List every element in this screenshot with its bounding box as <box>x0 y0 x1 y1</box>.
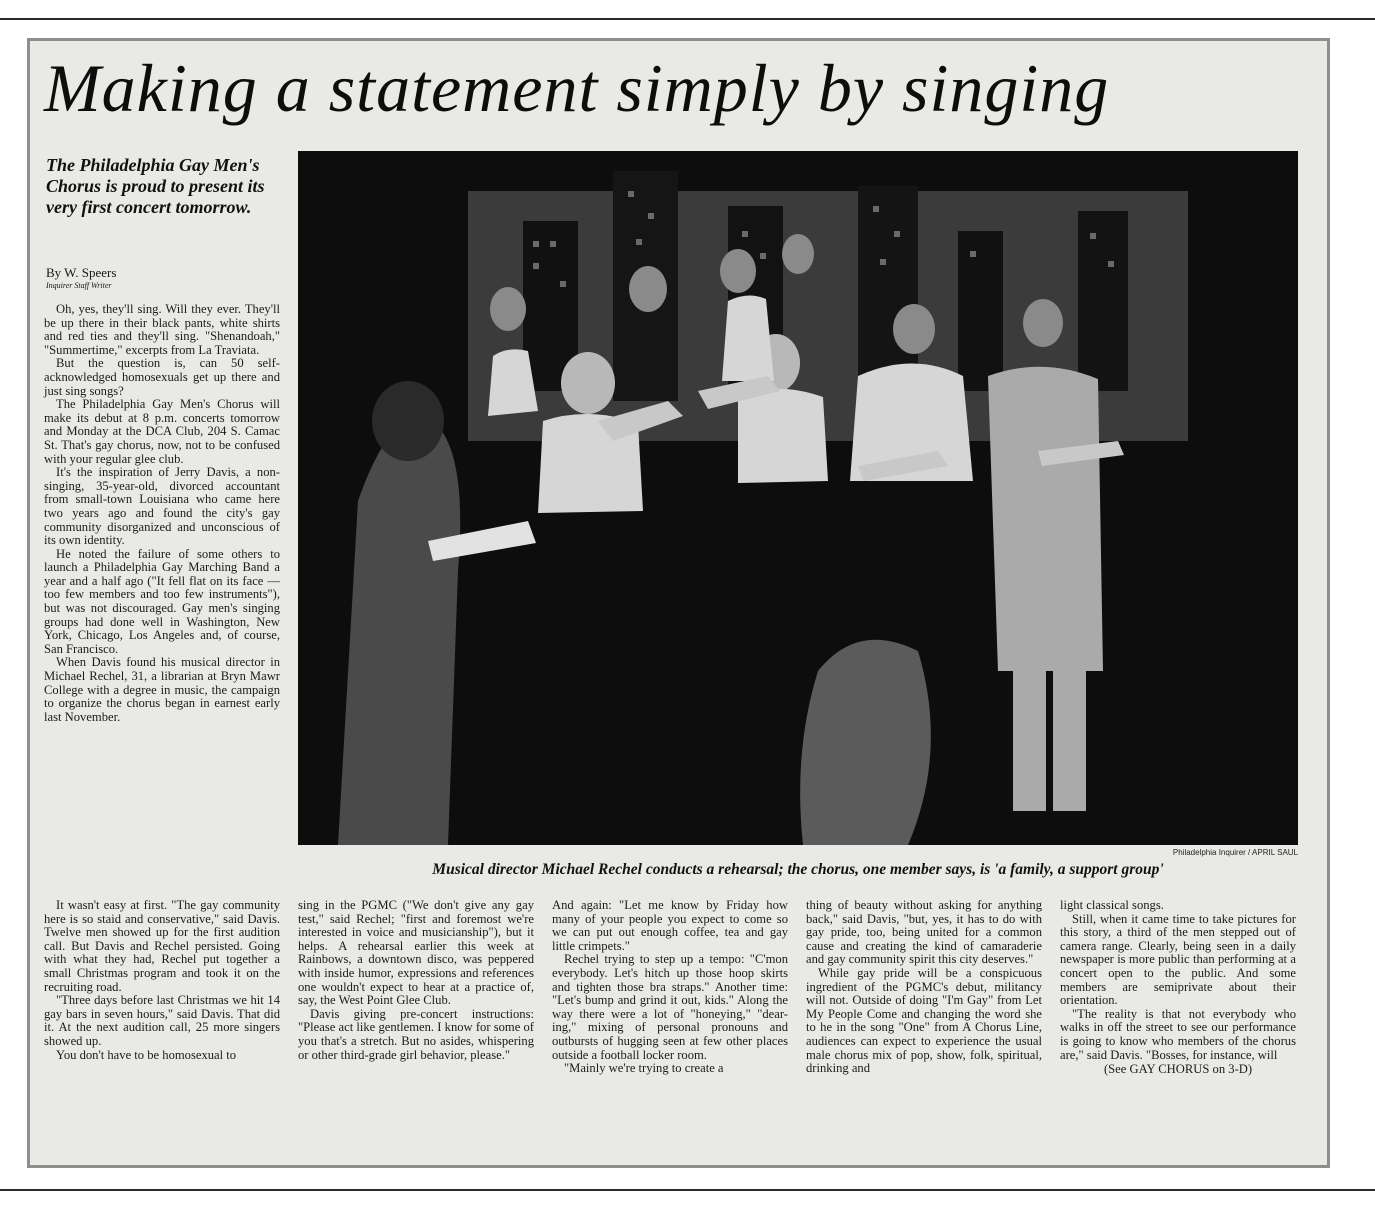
paragraph: "The reality is that not everybody who walks in off the street to see our performance is going to know who members of the chorus are," said Davis. "Bosses, for instance, will <box>1060 1006 1296 1062</box>
article-column-5 <box>1060 899 1296 1077</box>
paragraph: sing in the PGMC ("We don't give any gay test," said Rechel; "first and foremost we're interested in voice and musicianship"), but it helps. A rehearsal earlier this week at Rainbows, a downtown disco, was peppered with inside humor, expressions and references one wouldn't expect to hear at a practice of, say, the West Point Glee Club. <box>298 898 534 1008</box>
paragraph: light classical songs. <box>1060 898 1164 912</box>
byline-author: By W. Speers <box>46 265 117 280</box>
paragraph: Davis giving pre-concert instructions: "Please act like gentlemen. I know for some of you that's a stretch. But no asides, whispering or other third-grade girl behavior, please." <box>298 1006 534 1062</box>
newspaper-clipping <box>27 38 1330 1168</box>
paragraph: Rechel trying to step up a tempo: "C'mon everybody. Let's hitch up those hoop skirts and tighten those bra straps." Another time: "Let's bump and grind it out, kids." Along the way there were a lot of "honeying," "dear-ing," mixing of personal pronouns and outbursts of hugging seen at few other places outside a football locker room. <box>552 952 788 1062</box>
paragraph: "Three days before last Christmas we hit 14 gay bars in seven hours," said Davis. That did it. At the next audition call, 25 more singers showed up. <box>44 993 280 1048</box>
photo-caption: Musical director Michael Rechel conducts a rehearsal; the chorus, one member says, is 'a family, a support group' <box>432 861 1164 878</box>
headline: Making a statement simply by singing <box>44 50 1110 126</box>
paragraph: thing of beauty without asking for anything back," said Davis, "but, yes, it has to do with gay pride, too, being united for a common cause and creating the kind of camaraderie and gay community spirit this city deserves." <box>806 898 1042 967</box>
photo-credit: Philadelphia Inquirer / APRIL SAUL <box>1172 848 1298 857</box>
byline-role: Inquirer Staff Writer <box>46 281 112 290</box>
continuation-note: (See GAY CHORUS on 3-D) <box>1103 1062 1253 1077</box>
paragraph: And again: "Let me know by Friday how many of your people you expect to come so we can put out enough coffee, tea and gay little crimpets." <box>552 898 788 953</box>
top-rule <box>0 18 1375 20</box>
paragraph: He noted the failure of some others to launch a Philadelphia Gay Marching Band a year and a half ago ("It fell flat on its face — too few members and too few instruments"), but was not discouraged. Gay men's singing groups had done well in Washington, New York, Chicago, Los Angeles and, of course, San Francisco. <box>44 546 280 656</box>
paragraph: Oh, yes, they'll sing. Will they ever. They'll be up there in their black pants, white shirts and red ties and they'll sing. "Shenandoah," "Summertime," excerpts from La Traviata. <box>44 302 280 357</box>
deck: The Philadelphia Gay Men's Chorus is proud to present its very first concert tomorrow. <box>46 155 265 217</box>
paragraph: It's the inspiration of Jerry Davis, a non-singing, 35-year-old, divorced accountant from small-town Louisiana who came here two years ago and found the city's gay community disorganized and unconscious of its own identity. <box>44 465 280 548</box>
paragraph: "Mainly we're trying to create a <box>564 1061 724 1076</box>
bottom-rule <box>0 1189 1375 1191</box>
article-column-1b <box>44 899 280 1062</box>
article-column-2 <box>298 899 534 1062</box>
paragraph: When Davis found his musical director in Michael Rechel, 31, a librarian at Bryn Mawr College with a degree in music, the campaign to organize the chorus began in earnest early last November. <box>44 655 280 724</box>
byline <box>46 265 116 291</box>
paragraph: It wasn't easy at first. "The gay community here is so staid and conservative," said Davis. Twelve men showed up for the first audition call. But Davis and Rechel persisted. Going with what they had, Rechel put together a small Christmas program and took it on the recruiting road. <box>44 898 280 994</box>
article-column-4 <box>806 899 1042 1076</box>
paragraph: You don't have to be homosexual to <box>56 1047 237 1062</box>
paragraph: But the question is, can 50 self-acknowledged homosexuals get up there and just sing songs? <box>44 356 280 398</box>
article-column-1 <box>44 303 280 724</box>
paragraph: While gay pride will be a conspicuous ingredient of the PGMC's debut, militancy will not. Outside of doing "I'm Gay" from Let My People Come and changing the word she to he in the song "One" from A Chorus Line, audiences can expect to experience the usual male chorus mix of pop, show, folk, spiritual, drinking and <box>806 965 1042 1076</box>
article-column-3 <box>552 899 788 1076</box>
paragraph: Still, when it came time to take pictures for this story, a third of the men stepped out of camera range. Clearly, being seen in a daily newspaper is more public than performing at a concert open to the public. And some members are semiprivate about their orientation. <box>1060 911 1296 1008</box>
chorus-rehearsal-photo <box>298 151 1298 845</box>
paragraph: The Philadelphia Gay Men's Chorus will make its debut at 8 p.m. concerts tomorrow and Monday at the DCA Club, 204 S. Camac St. That's gay chorus, now, not to be confused with your regular glee club. <box>44 397 280 466</box>
